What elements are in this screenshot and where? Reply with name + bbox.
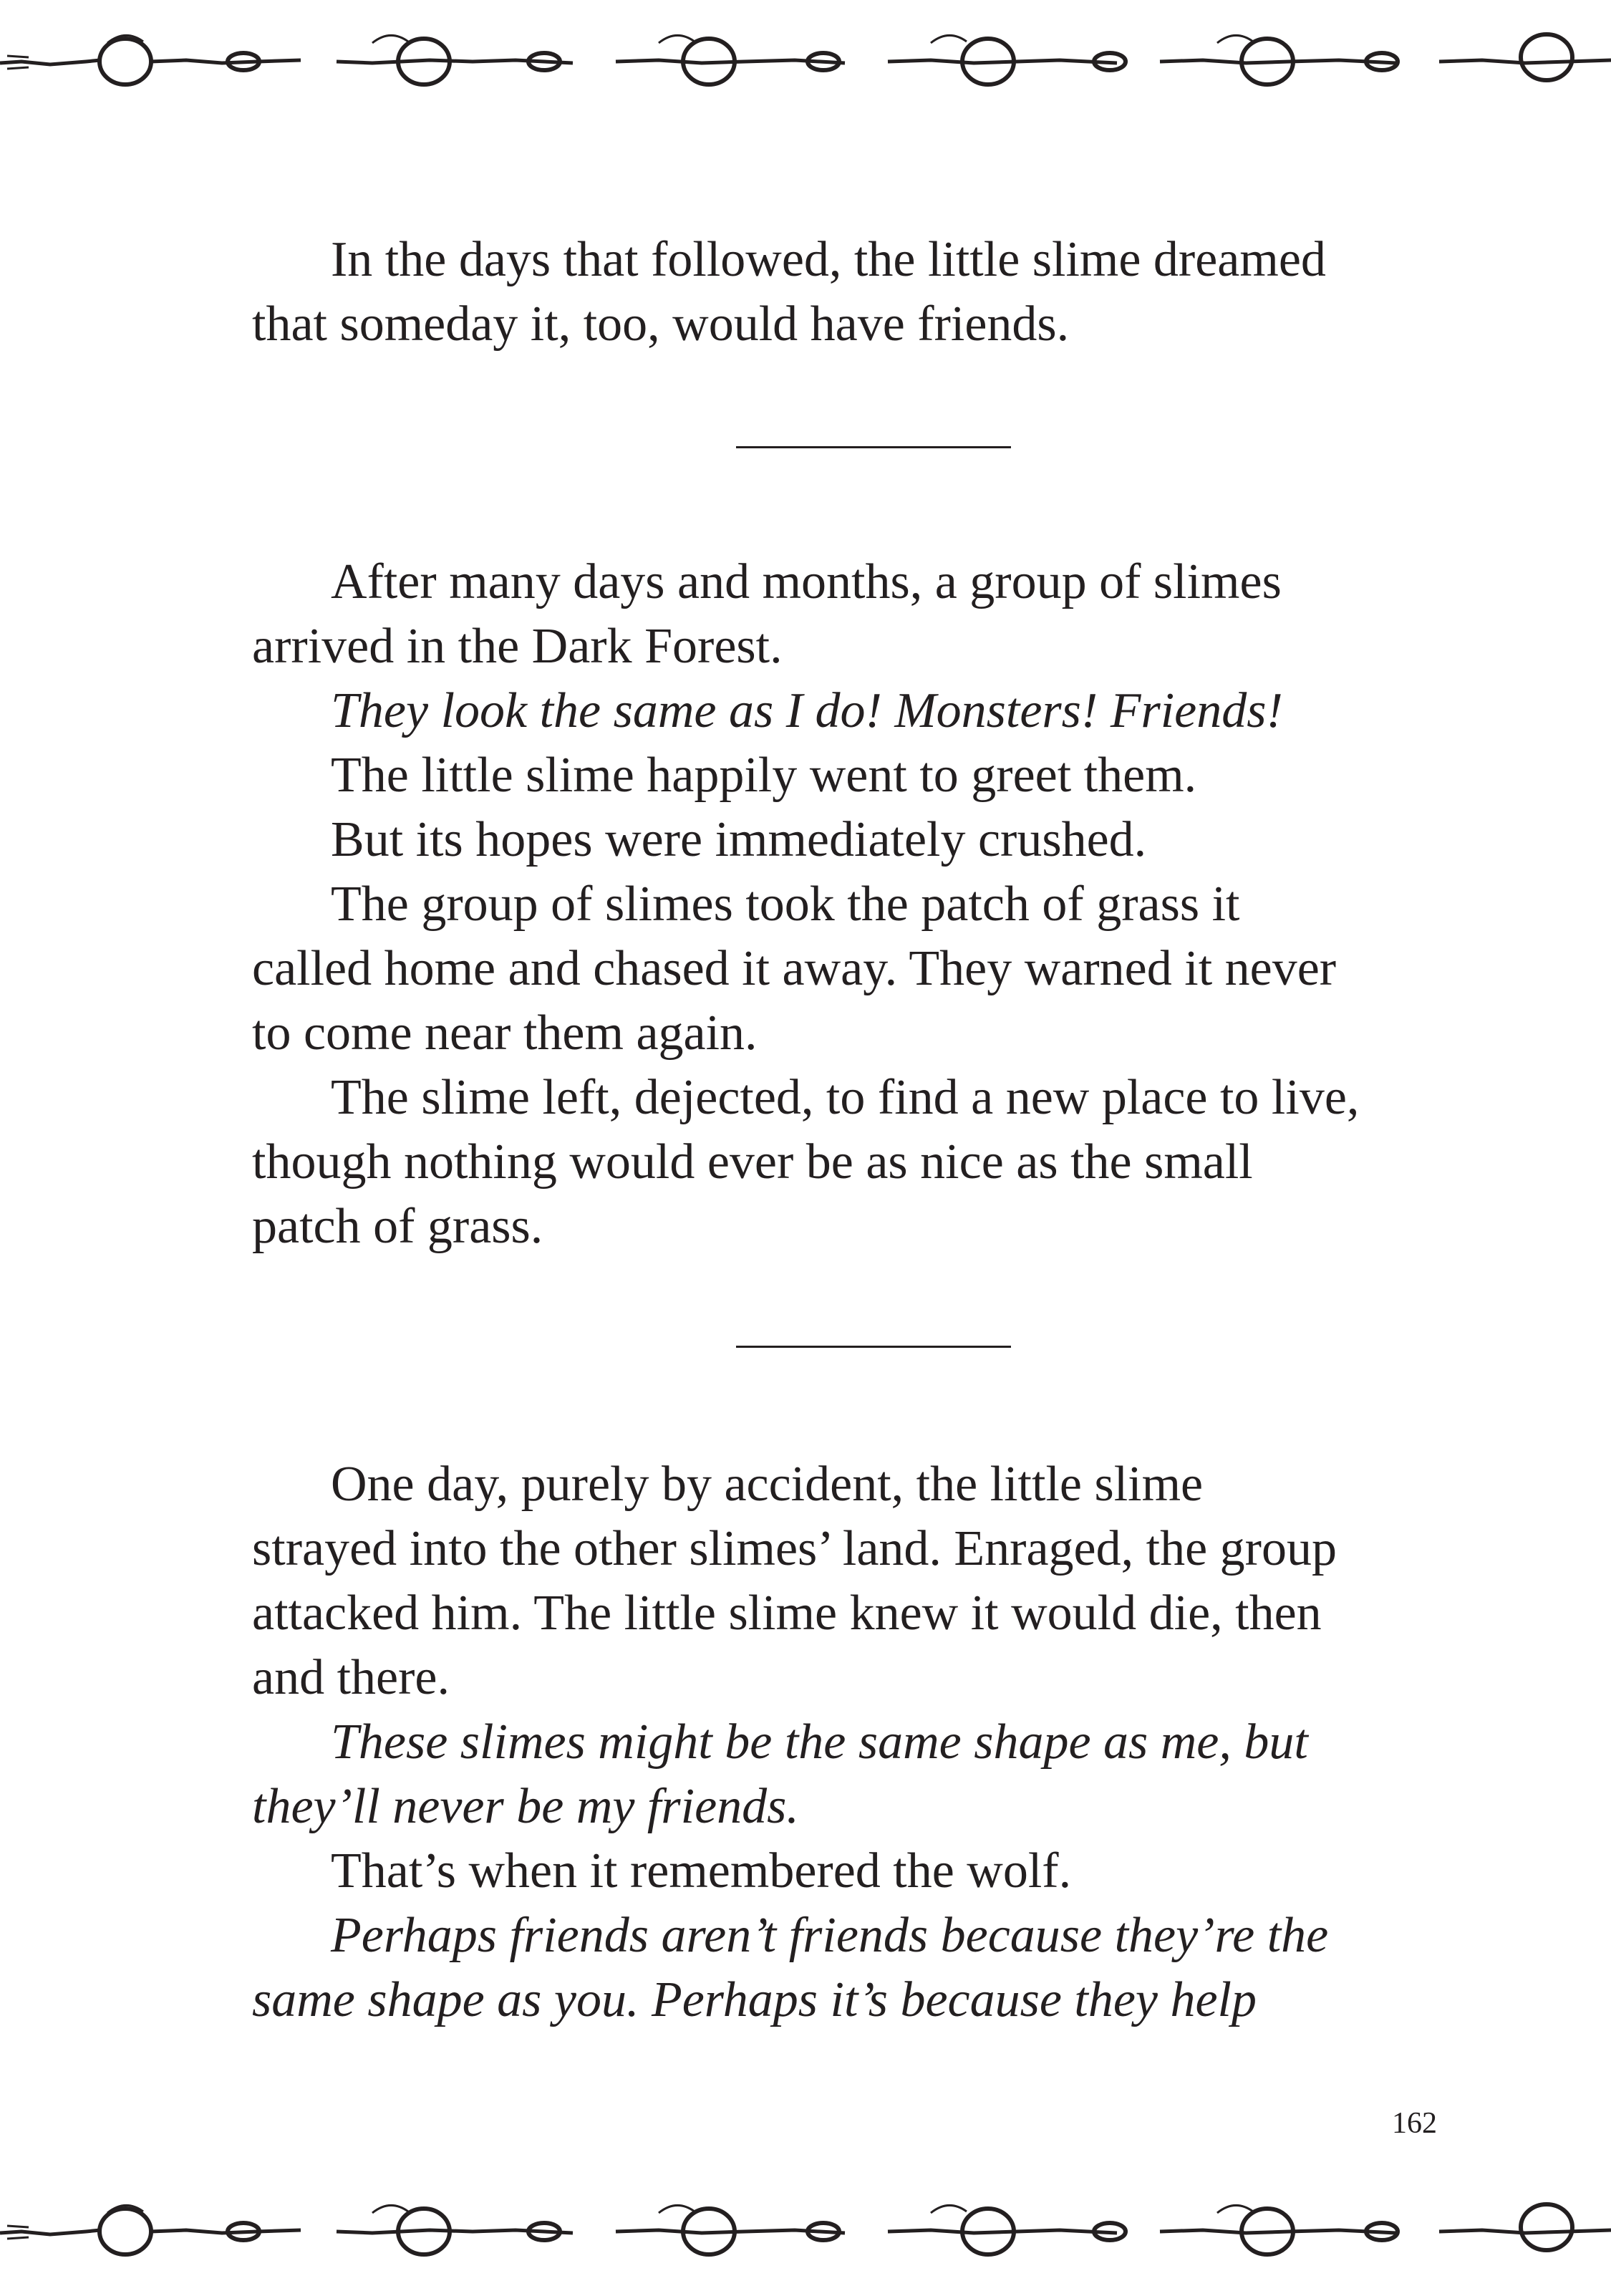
paragraph: The group of slimes took the patch of grass it bbox=[331, 877, 1240, 932]
section-2 bbox=[252, 550, 1441, 1259]
section-3 bbox=[252, 1452, 1441, 2032]
chain-border-bottom bbox=[0, 2189, 1611, 2296]
page-number: 162 bbox=[1392, 2107, 1437, 2140]
section-divider-1 bbox=[736, 446, 1011, 448]
paragraph-1-continued bbox=[252, 292, 1441, 357]
section-1 bbox=[252, 228, 1441, 357]
paragraph: After many days and months, a group of slimes bbox=[331, 554, 1282, 609]
paragraph: That’s when it remembered the wolf. bbox=[331, 1843, 1072, 1899]
italic-thought: They look the same as I do! Monsters! Friends! bbox=[331, 683, 1283, 738]
paragraph: The little slime happily went to greet them. bbox=[331, 748, 1197, 803]
line: that someday it, too, would have friends. bbox=[252, 296, 1070, 352]
paragraph-continued: patch of grass. bbox=[252, 1199, 543, 1254]
line: In the days that followed, the little slime dreamed bbox=[331, 232, 1326, 287]
paragraph-continued: to come near them again. bbox=[252, 1005, 758, 1061]
chain-border-top bbox=[0, 0, 1611, 107]
paragraph-continued: strayed into the other slimes’ land. Enraged, the group bbox=[252, 1521, 1337, 1576]
italic-thought-continued: they’ll never be my friends. bbox=[252, 1779, 799, 1834]
paragraph: But its hopes were immediately crushed. bbox=[331, 812, 1147, 867]
paragraph-continued: arrived in the Dark Forest. bbox=[252, 619, 783, 674]
italic-thought: Perhaps friends aren’t friends because they’re the bbox=[331, 1908, 1329, 1963]
italic-thought: These slimes might be the same shape as me, but bbox=[331, 1714, 1308, 1770]
paragraph-continued: and there. bbox=[252, 1650, 450, 1705]
paragraph-continued: attacked him. The little slime knew it would die, then bbox=[252, 1586, 1322, 1641]
paragraph: The slime left, dejected, to find a new place to live, bbox=[331, 1070, 1360, 1125]
paragraph-continued: though nothing would ever be as nice as the small bbox=[252, 1134, 1253, 1190]
italic-thought-continued: same shape as you. Perhaps it’s because they help bbox=[252, 1972, 1257, 2027]
paragraph: One day, purely by accident, the little slime bbox=[331, 1457, 1204, 1512]
paragraph-continued: called home and chased it away. They warned it never bbox=[252, 941, 1337, 996]
paragraph-1 bbox=[252, 228, 1441, 292]
section-divider-2 bbox=[736, 1346, 1011, 1348]
